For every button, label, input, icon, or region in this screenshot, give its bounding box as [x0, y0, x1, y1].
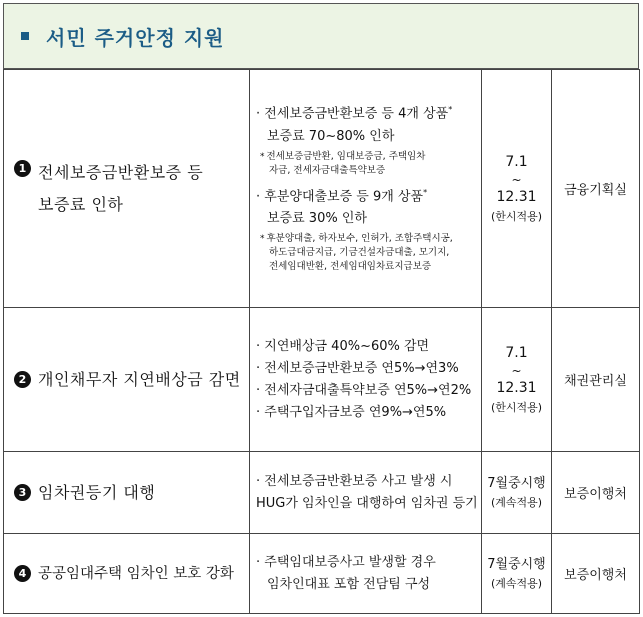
detail-line: · 전세자금대출특약보증 연5%→연2%: [256, 382, 472, 398]
detail-cell: [250, 534, 482, 614]
table-row: [4, 308, 640, 452]
dept-cell: 보증이행처: [552, 534, 640, 614]
dept-cell: 보증이행처: [552, 452, 640, 534]
detail-line: · 전세보증금반환보증 등 4개 상품: [256, 106, 449, 122]
period-cell: [482, 308, 552, 452]
footnote-text: 후분양대출, 하자보수, 인허가, 조합주택시공,: [266, 232, 453, 244]
detail-cell: [250, 452, 482, 534]
item-cell: [4, 452, 250, 534]
period-start: 7월중시행: [487, 557, 546, 572]
square-bullet-icon: [21, 32, 29, 40]
item-cell: [4, 534, 250, 614]
detail-line: · 전세보증금반환보증 사고 발생 시: [256, 473, 453, 489]
period-cell: [482, 534, 552, 614]
detail-line: HUG가 임차인을 대행하여 임차권 등기: [256, 495, 478, 511]
numbered-circle-icon: 1: [14, 160, 31, 177]
footnote-text: 하도급대금지급, 기금건설자금대출, 모기지,: [269, 246, 450, 258]
period-start: 7월중시행: [487, 476, 546, 491]
detail-line: · 주택구입자금보증 연9%→연5%: [256, 404, 447, 420]
period-note: (한시적용): [490, 400, 543, 414]
period-cell: [482, 70, 552, 308]
table-row: [4, 534, 640, 614]
detail-line: 보증료 70~80% 인하: [267, 128, 395, 144]
period-tilde: ~: [511, 363, 522, 378]
period-tilde: ~: [511, 172, 522, 187]
detail-line: 임차인대표 포함 전담팀 구성: [267, 576, 431, 592]
item-title: 임차권등기 대행: [38, 482, 156, 502]
footnote-text: 자금, 전세자금대출특약보증: [269, 164, 386, 176]
period-note: (계속적용): [490, 577, 543, 590]
period-cell: [482, 452, 552, 534]
numbered-circle-icon: 4: [14, 565, 31, 582]
detail-line: · 지연배상금 40%~60% 감면: [256, 338, 430, 354]
policy-table: [3, 69, 640, 614]
detail-line: · 주택임대보증사고 발생할 경우: [256, 554, 436, 570]
item-title: 공공임대주택 임차인 보호 강화: [38, 565, 234, 582]
period-start: 7.1: [505, 344, 528, 361]
item-title: 전세보증금반환보증 등: [38, 162, 204, 182]
item-cell: [4, 308, 250, 452]
footnote-star: *: [260, 151, 265, 162]
dept-cell: 채권관리실: [552, 308, 640, 452]
period-note: (계속적용): [490, 496, 543, 509]
period-note: (한시적용): [490, 209, 543, 223]
detail-line: · 후분양대출보증 등 9개 상품: [256, 188, 424, 204]
footnote-star: *: [260, 233, 265, 244]
footnote-marker: *: [448, 105, 453, 115]
detail-line: 보증료 30% 인하: [267, 210, 367, 226]
footnote-text: 전세보증금반환, 임대보증금, 주택임차: [266, 150, 426, 162]
policy-document: [3, 3, 639, 614]
detail-cell: [250, 70, 482, 308]
detail-cell: [250, 308, 482, 452]
period-end: 12.31: [496, 188, 537, 205]
numbered-circle-icon: 2: [14, 371, 31, 388]
footnote-marker: *: [423, 187, 428, 197]
footnote: [260, 232, 477, 274]
table-row: [4, 70, 640, 308]
table-row: [4, 452, 640, 534]
numbered-circle-icon: 3: [14, 484, 31, 501]
detail-line: · 전세보증금반환보증 연5%→연3%: [256, 360, 459, 376]
item-cell: [4, 70, 250, 308]
dept-cell: 금융기획실: [552, 70, 640, 308]
section-header: [3, 3, 639, 69]
item-title-line2: 보증료 인하: [38, 194, 124, 214]
section-title: 서민 주거안정 지원: [46, 25, 225, 50]
footnote: [260, 150, 477, 178]
footnote-text: 전세임대반환, 전세임대임차료지급보증: [269, 260, 432, 272]
period-start: 7.1: [505, 153, 528, 170]
period-end: 12.31: [496, 379, 537, 396]
item-title: 개인채무자 지연배상금 감면: [38, 369, 241, 389]
